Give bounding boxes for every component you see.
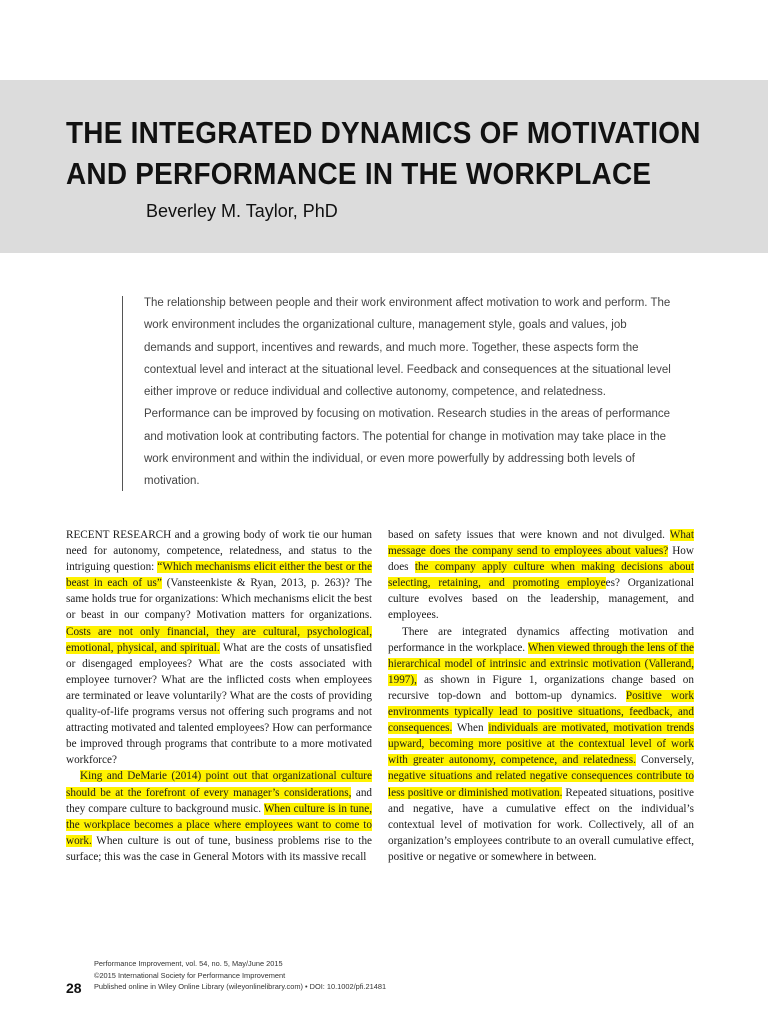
text-run: as shown in Figure 1, organizations change based on recursive top-down and bottom-up dynamics. [388, 673, 694, 702]
footer-citation: Performance Improvement, vol. 54, no. 5, May/June 2015 [94, 959, 283, 968]
footer-doi: Published online in Wiley Online Library (wileyonlinelibrary.com) • DOI: 10.1002/pfi.21481 [94, 982, 387, 991]
text-run: There are integrated dynamics affecting motivation and performance in the workplace. [388, 625, 694, 654]
text-run: based on safety issues that were known and not divulged. [388, 529, 670, 541]
text-run: (Vansteenkiste & Ryan, 2013, p. 263)? The same holds true for organizations: Which mechanisms elicit the best or beast in our company? Motivation matters for organizations. [66, 577, 372, 622]
page-number: 28 [66, 980, 82, 996]
abstract-text: The relationship between people and their work environment affect motivation to work and perform. The work environment includes the organizational culture, management style, goals and values, job demands and support, incentives and rewards, and much more. Together, these aspects form the contextual level and interact at the situational level. Feedback and consequences at the situational level either improve or reduce individual and collective autonomy, competence, and relatedness. Performance can be improved by focusing on motivation. Research studies in the areas of performance and motivation look at contributing factors. The potential for change in motivation may take place in the work environment and within the individual, or even more powerfully by addressing both levels of motivation. [144, 297, 671, 488]
text-run: RECENT RESEARCH and a growing body of work tie our human need for autonomy, competence, relatedness, and status to the intriguing question: [66, 529, 372, 574]
highlighted-text: Costs are not only financial, they are cultural, psychological, emotional, physical, and spiritual. [66, 625, 372, 654]
text-run: When [452, 722, 489, 735]
right-paragraph-1 [388, 527, 694, 624]
right-paragraph-2 [388, 624, 694, 865]
left-paragraph-1 [66, 527, 372, 768]
text-run: When culture is out of tune, business problems rise to the surface; this was the case in General Motors with its massive recall [66, 834, 372, 863]
author-name: Beverley M. Taylor, PhD [146, 201, 338, 221]
text-run: Repeated situations, positive and negative, have a cumulative effect on the individual’s contextual level of motivation for work. Collectively, all of an organization’s employees contribute to an overall cumulative effect, positive or negative or somewhere in between. [388, 786, 694, 863]
right-column [388, 527, 694, 865]
highlighted-text: When viewed through the lens of the hierarchical model of intrinsic and extrinsic motivation (Vallerand, 1997), [388, 641, 695, 686]
abstract-rule [122, 296, 123, 491]
highlighted-text: When culture is in tune, the workplace becomes a place where employees want to come to work. [66, 802, 373, 847]
text-run: es? Organizational culture evolves based on the leadership, management, and employees. [388, 577, 694, 622]
left-paragraph-2 [66, 768, 372, 865]
highlighted-text: King and DeMarie (2014) point out that organizational culture should be at the forefront of every manager’s considerations, [66, 770, 372, 799]
text-run: How does [388, 545, 694, 574]
left-column [66, 527, 372, 865]
title-line-1: THE INTEGRATED DYNAMICS OF MOTIVATION [66, 115, 701, 150]
article-title [66, 112, 746, 194]
title-line-2: AND PERFORMANCE IN THE WORKPLACE [66, 156, 652, 191]
text-run: What are the costs of unsatisfied or disengaged employees? What are the costs associated with employee turnover? What are the inflicted costs when employees are terminated or leave voluntarily? What are the costs of providing quality-of-life programs versus not offering such programs and not attracting motivated and talented employees? How can performance be improved through programs that contribute to a more motivated workforce? [66, 641, 373, 767]
highlighted-text: individuals are motivated, motivation trends upward, becoming more positive at the contextual level of work with greater autonomy, competence, and relatedness. [388, 722, 695, 767]
highlighted-text: What message does the company send to employees about values? [388, 529, 694, 558]
highlighted-text: the company apply culture when making decisions about selecting, retaining, and promoting employe [388, 561, 694, 590]
highlighted-text: “Which mechanisms elicit either the best or the beast in each of us” [66, 561, 372, 590]
journal-footer [94, 958, 386, 993]
text-run: and they compare culture to background music. [66, 786, 373, 815]
highlighted-text: Positive work environments typically lead to positive situations, feedback, and consequences. [388, 689, 694, 735]
text-run: Conversely, [635, 754, 694, 767]
highlighted-text: negative situations and related negative consequences contribute to less positive or diminished motivation. [388, 770, 694, 799]
footer-copyright: ©2015 International Society for Performance Improvement [94, 970, 286, 980]
